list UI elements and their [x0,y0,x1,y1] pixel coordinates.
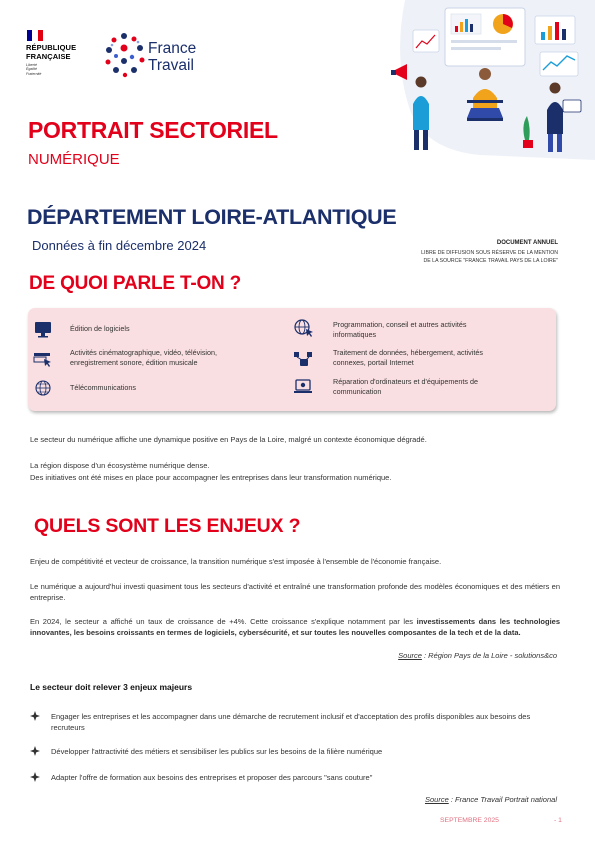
activity-label: informatiques [333,329,377,339]
motto-liberte: Liberté [26,63,37,67]
motto-fraternite: Fraternité [26,71,42,76]
republic-line-1: RÉPUBLIQUE [26,43,77,52]
source-text: : Région Pays de la Loire - solutions&co [421,651,557,660]
clapperboard-cursor-icon [33,349,55,369]
source-text: : France Travail Portrait national [448,795,557,804]
enjeux-paragraph-1: Enjeu de compétitivité et vecteur de croissance, la transition numérique s'est imposée à l'ensemble de l'économie française. [30,557,442,566]
data-hosting-icon [293,349,315,369]
source-national [300,795,557,804]
brand-line-2: Travail [148,57,194,74]
laptop-repair-icon [293,377,315,397]
growth-drivers-text: investissements dans les technologies innovantes, les besoins croissants en termes de logiciels, cybersécurité, et sur toutes les nouvelles composantes de la tech et de la data. [30,617,560,637]
diamond-bullet-icon [30,711,40,721]
section-title-enjeux: QUELS SONT LES ENJEUX ? [34,515,301,537]
activities-panel [28,308,556,411]
list-item [30,772,560,784]
digital-workers-illustration [385,0,595,160]
activity-label: Activités cinématographique, vidéo, télévision, [70,348,218,357]
document-title: PORTRAIT SECTORIEL [28,117,278,143]
enjeu-text: Adapter l'offre de formation aux besoins des entreprises et proposer des parcours "sans couture" [51,773,373,782]
enjeux-paragraph-3 [30,616,560,638]
source-label: Source [424,795,449,804]
activity-label: Programmation, conseil et autres activités [333,320,467,329]
enjeux-heading: Le secteur doit relever 3 enjeux majeurs [30,682,193,692]
activity-computer-repair [333,377,478,396]
activity-software-publishing [70,324,130,334]
activity-label: communication [333,386,382,396]
rights-line-2: DE LA SOURCE "FRANCE TRAVAIL PAYS DE LA LOIRE" [423,257,558,264]
activity-label: Traitement de données, hébergement, activités [333,348,483,357]
activity-telecommunications [70,383,136,393]
republique-francaise-logo [26,30,96,76]
satellite-globe-icon [33,378,55,398]
enjeu-text: Engager les entreprises et les accompagner dans une démarche de recrutement inclusif et d'acceptation des profils disponibles aux besoins des recruteurs [51,712,531,732]
republic-line-2: FRANÇAISE [26,52,71,61]
intro-paragraph-1: Le secteur du numérique affiche une dynamique positive en Pays de la Loire, malgré un contexte économique dégradé. [30,435,427,444]
diamond-bullet-icon [30,746,40,756]
activity-label: connexes, portail Internet [333,357,414,367]
france-travail-dots-icon [104,30,146,80]
enjeu-text: Développer l'attractivité des métiers et sensibiliser les publics sur les besoins de la filière numérique [51,747,383,756]
motto-egalite: Égalité [26,67,37,72]
activity-label: Télécommunications [70,383,136,392]
republic-motto [26,63,96,76]
page-number: - 1 [554,817,562,824]
french-flag-icon [27,30,43,41]
growth-text: En 2024, le secteur a affiché un taux de croissance de +4%. Cette croissance s'explique notamment par les [30,617,417,626]
activity-label: Réparation d'ordinateurs et d'équipements de [333,377,478,386]
source-label: Source [398,651,422,660]
enjeux-paragraph-2: Le numérique a aujourd'hui investi quasiment tous les secteurs d'activité et entraîné une transformation profonde des modèles économiques et des métiers en entreprise. [30,582,560,602]
data-date: Données à fin décembre 2024 [32,238,207,253]
brand-line-1: France [148,40,197,57]
document-subtitle: NUMÉRIQUE [28,151,120,168]
list-item [30,711,560,735]
intro-paragraph-3: Des initiatives ont été mises en place pour accompagner les entreprises dans leur transformation numérique. [30,473,392,482]
intro-paragraph-2: La région dispose d'un écosystème numérique dense. [30,461,210,470]
activity-label: Édition de logiciels [70,324,130,333]
france-travail-wordmark [148,40,196,74]
activity-film-video-tv [70,348,217,367]
source-region [300,651,557,660]
footer-date: SEPTEMBRE 2025 [440,817,499,824]
france-travail-logo [104,30,234,80]
activity-data-processing [333,348,483,367]
distribution-rights [300,250,558,265]
list-item [30,746,560,758]
monitor-icon [33,320,55,340]
diamond-bullet-icon [30,772,40,782]
republic-name [26,43,96,61]
section-title-quoi: DE QUOI PARLE T-ON ? [29,273,242,294]
globe-cursor-icon [293,318,315,338]
department-title: DÉPARTEMENT LOIRE-ATLANTIQUE [27,205,397,229]
activity-label: enregistrement sonore, édition musicale [70,357,198,367]
activity-programming-consulting [333,320,466,339]
document-type: DOCUMENT ANNUEL [496,240,558,246]
rights-line-1: LIBRE DE DIFFUSION SOUS RÉSERVE DE LA MENTION [421,250,558,256]
